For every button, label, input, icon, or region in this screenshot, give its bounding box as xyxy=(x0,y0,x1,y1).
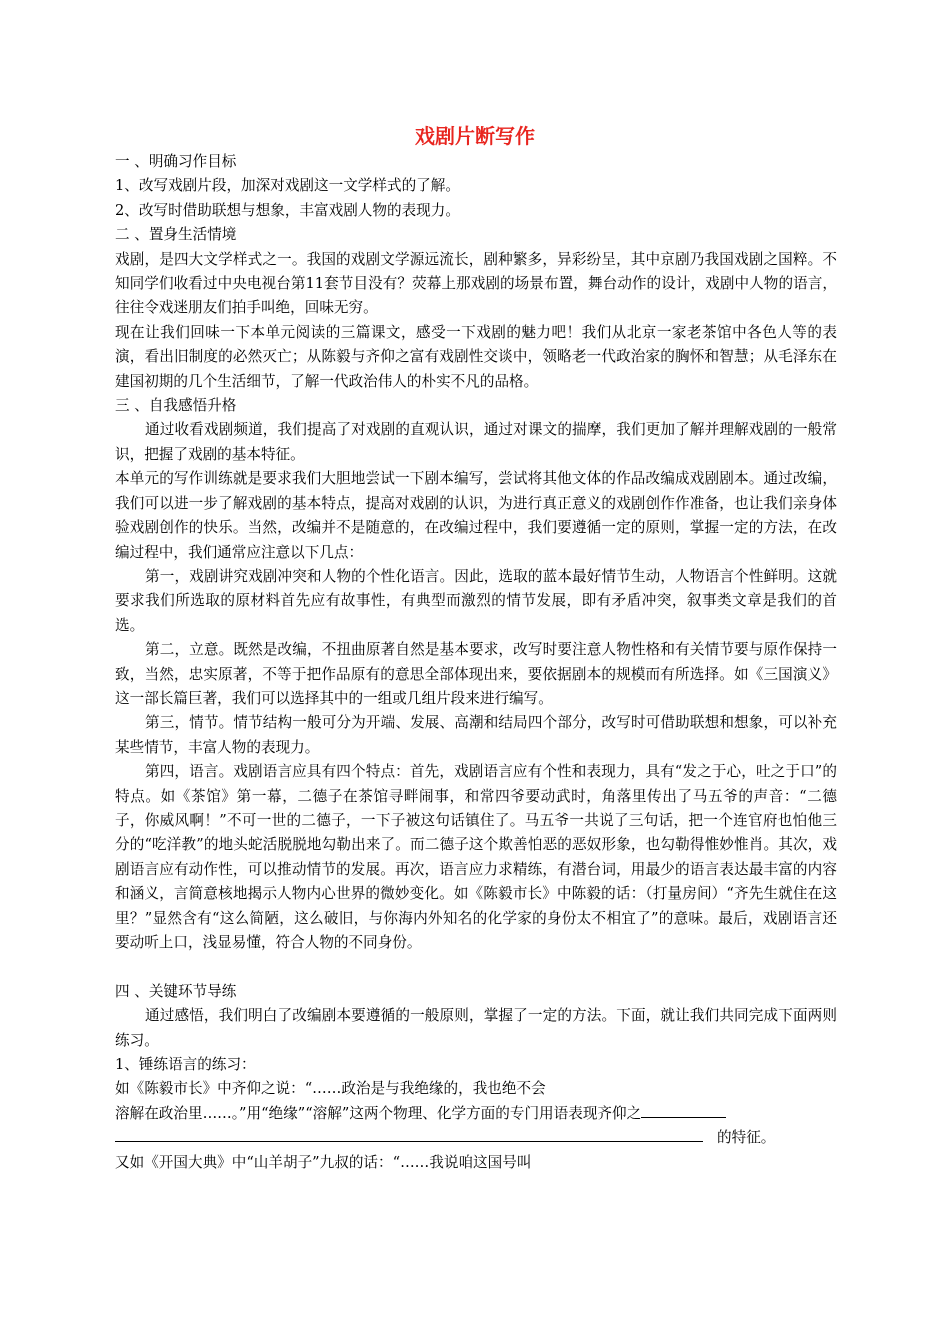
section-4-heading: 四 、关键环节导练 xyxy=(115,982,237,1000)
exercise-1-line-3 xyxy=(115,1126,837,1150)
section-4-paragraph-1: 通过感悟，我们明白了改编剧本要遵循的一般原则，掌握了一定的方法。下面，就让我们共同完成下面两则练习。 xyxy=(115,1007,837,1049)
exercise-1-title: 1、锤练语言的练习： xyxy=(115,1056,256,1074)
section-2-paragraph-1: 戏剧，是四大文学样式之一。我国的戏剧文学源远流长，剧种繁多，异彩纷呈，其中京剧乃我国戏剧之国粹。不知同学们收看过中央电视台第11套节目没有？荧幕上那戏剧的场景布置，舞台动作的设计，戏剧中人物的语言，往往令戏迷朋友们拍手叫绝，回味无穷。 xyxy=(115,250,837,317)
exercise-1-line-4: 又如《开国大典》中“山羊胡子”九叔的话：“……我说咱这国号叫 xyxy=(115,1153,532,1171)
exercise-1-line-1: 如《陈毅市长》中齐仰之说：“……政治是与我绝缘的，我也绝不会 xyxy=(115,1080,546,1098)
section-3-paragraph-1: 通过收看戏剧频道，我们提高了对戏剧的直观认识，通过对课文的揣摩，我们更加了解并理解戏剧的一般常识，把握了戏剧的基本特征。 xyxy=(115,421,837,463)
page-title: 戏剧片断写作 xyxy=(415,124,535,148)
section-1-item-1: 1、改写戏剧片段，加深对戏剧这一文学样式的了解。 xyxy=(115,177,460,195)
document-body xyxy=(115,150,837,1175)
exercise-1-line-2 xyxy=(115,1102,837,1126)
section-3-paragraph-2: 本单元的写作训练就是要求我们大胆地尝试一下剧本编写，尝试将其他文体的作品改编成戏剧剧本。通过改编，我们可以进一步了解戏剧的基本特点，提高对戏剧的认识，为进行真正意义的戏剧创作作准备，也让我们亲身体验戏剧创作的快乐。当然，改编并不是随意的，在改编过程中，我们要遵循一定的原则，掌握一定的方法，在改编过程中，我们通常应注意以下几点： xyxy=(115,470,837,561)
section-3-heading: 三 、自我感悟升格 xyxy=(115,397,237,415)
section-2-paragraph-2: 现在让我们回味一下本单元阅读的三篇课文，感受一下戏剧的魅力吧！我们从北京一家老茶馆中各色人等的表演，看出旧制度的必然灭亡；从陈毅与齐仰之富有戏剧性交谈中，领略老一代政治家的胸怀和智慧；从毛泽东在建国初期的几个生活细节，了解一代政治伟人的朴实不凡的品格。 xyxy=(115,323,837,390)
section-3-point-2: 第二，立意。既然是改编，不扭曲原著自然是基本要求，改写时要注意人物性格和有关情节要与原作保持一致，当然，忠实原著，不等于把作品原有的意思全部体现出来，要依据剧本的规模而有所选择。如《三国演义》这一部长篇巨著，我们可以选择其中的一组或几组片段来进行编写。 xyxy=(115,641,837,707)
section-3-point-4: 第四，语言。戏剧语言应具有四个特点：首先，戏剧语言应有个性和表现力，具有“发之于心，吐之于口”的特点。如《茶馆》第一幕，二德子在茶馆寻畔闹事，和常四爷要动武时，角落里传出了马五爷的声音：“二德子，你威风啊！”不可一世的二德子，一下子被这句话镇住了。马五爷一共说了三句话，把一个连官府也怕他三分的“吃洋教”的地头蛇活脱脱地勾勒出来了。而二德子这个欺善怕恶的恶奴形象，也勾勒得惟妙惟肖。其次，戏剧语言应有动作性，可以推动情节的发展。再次，语言应力求精练，有潜台词，用最少的语言表达最丰富的内容和涵义，言简意核地揭示人物内心世界的微妙变化。如《陈毅市长》中陈毅的话：（打量房间）“齐先生就住在这里？”显然含有“这么简陋，这么破旧，与你海内外知名的化学家的身份太不相宜了”的意味。最后，戏剧语言还要动听上口，浅显易懂，符合人物的不同身份。 xyxy=(115,763,837,951)
section-3-point-3: 第三，情节。情节结构一般可分为开端、发展、高潮和结局四个部分，改写时可借助联想和想象，可以补充某些情节，丰富人物的表现力。 xyxy=(115,714,837,756)
exercise-1-line-3-suffix: 的特征。 xyxy=(717,1129,776,1147)
section-3-point-1: 第一，戏剧讲究戏剧冲突和人物的个性化语言。因此，选取的蓝本最好情节生动，人物语言个性鲜明。这就要求我们所选取的原材料首先应有故事性，有典型而激烈的情节发展，即有矛盾冲突，叙事类文章是我们的首选。 xyxy=(115,567,837,634)
section-1-heading: 一 、明确习作目标 xyxy=(115,153,237,170)
section-2-heading: 二 、置身生活情境 xyxy=(115,226,237,244)
section-1-item-2: 2、改写时借助联想与想象，丰富戏剧人物的表现力。 xyxy=(115,201,460,219)
answer-blank-2[interactable] xyxy=(115,1127,703,1142)
exercise-1-line-2-text: 溶解在政治里……。”用“绝缘”“溶解”这两个物理、化学方面的专门用语表现齐仰之 xyxy=(115,1104,642,1122)
answer-blank-1[interactable] xyxy=(641,1103,726,1118)
spacer xyxy=(115,955,837,979)
